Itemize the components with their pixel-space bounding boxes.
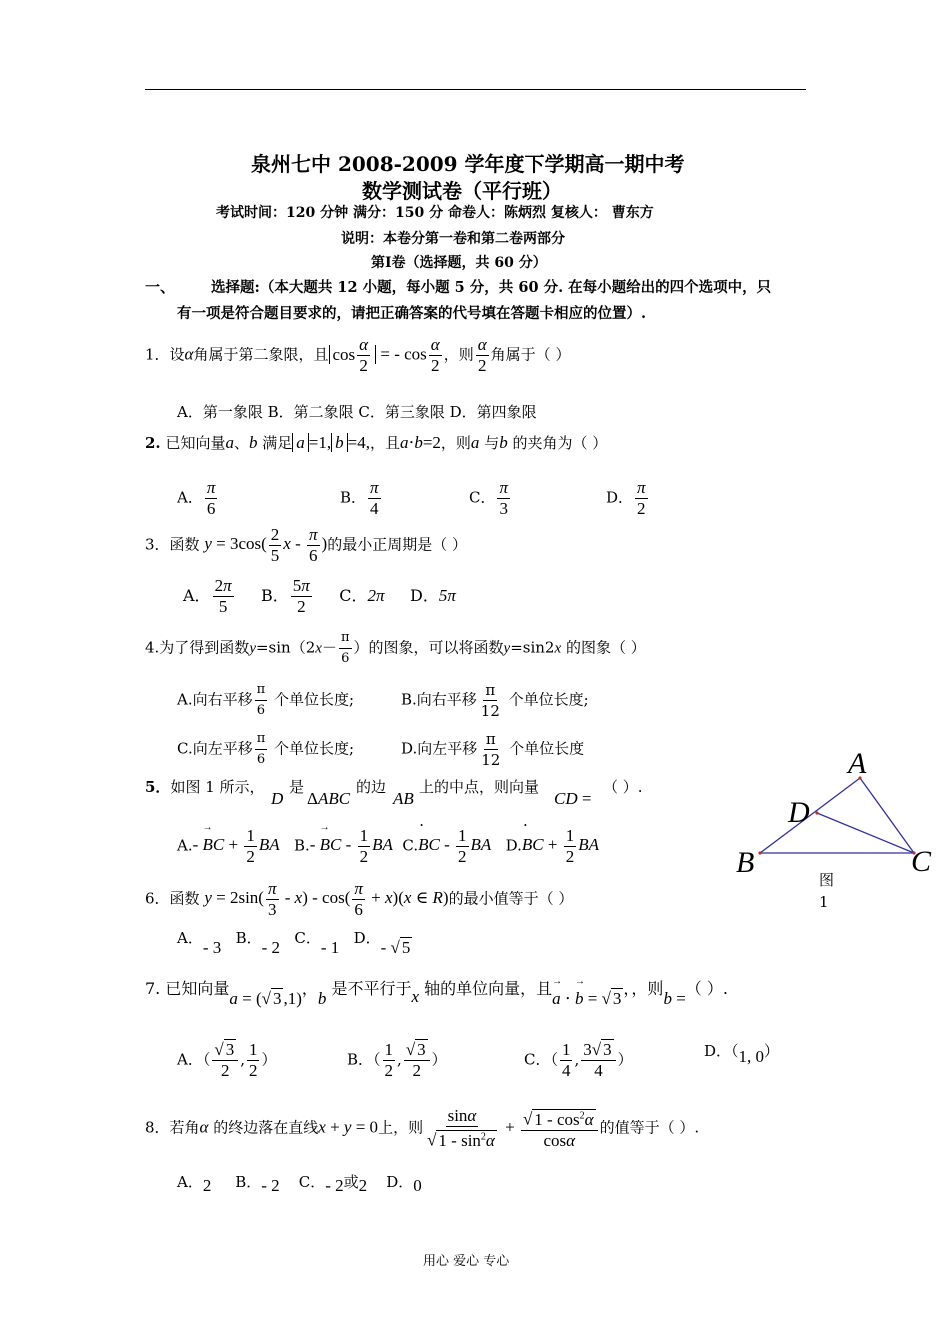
section-instructions-2: 有一项是符合题目要求的，请把正确答案的代号填在答题卡相应的位置）. — [177, 305, 647, 322]
section-instructions-1: 选择题:（本大题共 12 小题，每小题 5 分，共 60 分. 在每小题给出的四个选项中，只 — [211, 279, 772, 296]
question-5-vector-cd: CD = — [554, 789, 592, 808]
question-3: 3．函数 y = 3cos( $\frac{2}{5}$ x - $\frac{\pi}{6}$ )的最小正周期是（ ） — [145, 525, 467, 565]
question-3-options: A． $\frac{2\pi}{5}$ B． $\frac{5\pi}{2}$ C．2π D．5π — [183, 576, 456, 616]
question-5-bracket: （ ）. — [603, 778, 643, 796]
figure-caption-1: 图 — [819, 871, 835, 889]
question-7-option-c: C．（ $\frac{1}{4}$ , $\frac{3√ 3}{4}$ ） — [524, 1040, 633, 1080]
question-2-option-d: D． $\frac{\pi}{2}$ — [606, 478, 646, 518]
question-2-option-b: B． $\frac{\pi}{4}$ — [340, 478, 379, 518]
label-d: D — [788, 796, 810, 829]
question-7-option-d: D．（1, 0） — [704, 1042, 780, 1066]
point-b — [758, 851, 761, 854]
question-4-option-d: D.向左平移 $\frac{\pi}{12}$ 个单位长度 — [401, 730, 585, 769]
question-7-option-a: A．（ $\frac{√ 3}{2}$ , $\frac{1}{2}$ ） — [177, 1040, 277, 1080]
question-4: 4.为了得到函数y=sin（2x－ $\frac{\pi}{6}$ ）的图象，可以将函数y=sin2x 的图象（ ） — [145, 630, 646, 666]
question-7-option-b: B．（ $\frac{1}{2}$ , $\frac{√ 3}{2}$ ） — [347, 1040, 447, 1080]
question-2-option-c: C． $\frac{\pi}{3}$ — [469, 478, 509, 518]
triangle-figure — [730, 740, 940, 910]
question-1: 1．设α角属于第二象限，且 cos $\frac{\alpha}{2}$ = - cos $\frac{\alpha}{2}$ ，则 $\frac{\alpha}{2}$ 角属于（ ） — [145, 335, 571, 376]
question-8-options: A．2 B．- 2 C．- 2或2 D．0 — [177, 1173, 422, 1195]
question-5: 5．如图 1 所示， — [145, 778, 265, 796]
figure-caption-2: 1 — [819, 893, 829, 911]
question-5-text-mid: 上的中点，则向量 — [419, 778, 540, 796]
question-5-options: A.- → BC + $\frac{1}{2}$ BA B.- → BC - $\frac{1}{2}$ BA C.• BC - $\frac{1}{2}$ BA D.• BC + $\frac{1}{2}$ BA — [177, 826, 599, 867]
question-8: 8．若角α 的终边落在直线x + y = 0上，则 $\frac{\sin\alpha}{√ 1 - \sin^2\alpha}$ + $\frac{√ 1 - \cos^2\alpha}{\cos\alpha}$ 的值等于（ ）. — [145, 1106, 700, 1150]
exam-subtitle: 数学测试卷（平行班） — [362, 179, 562, 203]
label-c: C — [911, 845, 932, 878]
question-5-triangle: ΔABC — [307, 789, 351, 808]
point-d — [815, 811, 818, 814]
part-heading: 第Ⅰ卷（选择题，共 60 分） — [371, 255, 547, 271]
question-5-text-shi: 是 — [289, 778, 305, 796]
question-2: 2. 已知向量a、b 满足 a =1, b =4,，且a⋅b=2，则a 与b 的夹角为（ ） — [145, 433, 608, 452]
exam-info: 考试时间：120 分钟 满分：150 分 命卷人：陈炳烈 复核人： 曹东方 — [216, 205, 654, 221]
question-5-point-d: D — [271, 789, 284, 808]
exam-title: 泉州七中 2008-2009 学年度下学期高一期中考 — [251, 152, 685, 176]
header-rule — [145, 89, 806, 90]
exam-note: 说明：本卷分第一卷和第二卷两部分 — [341, 231, 565, 247]
question-4-option-a: A.向右平移 $\frac{\pi}{6}$ 个单位长度; — [177, 682, 354, 718]
label-a: A — [848, 747, 867, 780]
section-number: 一、 — [145, 278, 176, 296]
question-4-option-c: C.向左平移 $\frac{\pi}{6}$ 个单位长度; — [177, 731, 355, 767]
question-6: 6．函数 y = 2sin( $\frac{\pi}{3}$ - x) - cos( $\frac{\pi}{6}$ + x)(x ∈ R)的最小值等于（ ） — [145, 879, 574, 919]
question-5-edge-ab: AB — [393, 789, 414, 808]
label-b: B — [736, 846, 755, 879]
question-6-options: A．- 3 B．- 2 C．- 1 D．- √ 5 — [177, 929, 411, 957]
page-footer: 用心 爱心 专心 — [423, 1254, 510, 1269]
question-7: 7. 已知向量a = (√ 3 ,1)，b 是不平行于x 轴的单位向量，且→ a ⋅ → b = √ 3，，则b =（ ）. — [145, 976, 728, 999]
question-2-option-a: A． $\frac{\pi}{6}$ — [177, 478, 216, 518]
question-1-options: A．第一象限 B．第二象限 C．第三象限 D．第四象限 — [177, 403, 537, 421]
edge-ab — [760, 778, 860, 853]
question-4-option-b: B.向右平移 $\frac{\pi}{12}$ 个单位长度; — [401, 681, 589, 720]
question-5-text-edge: 的边 — [356, 778, 387, 796]
